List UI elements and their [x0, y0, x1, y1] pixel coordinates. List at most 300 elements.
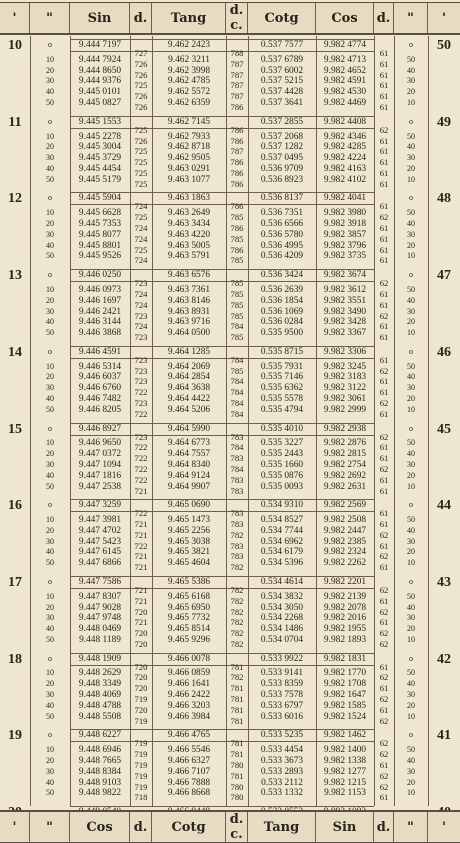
cos-difference: 61 — [379, 617, 389, 628]
tang-difference: 785 — [230, 233, 244, 244]
sin-difference: 723 — [134, 310, 148, 321]
seconds-value: 20 — [46, 219, 54, 228]
right-seconds-value: 20 — [407, 240, 415, 250]
cos-difference: 61 — [379, 519, 389, 529]
footer-dc: d. c. — [226, 812, 248, 842]
cos-value: 9.982 1893 — [323, 634, 367, 645]
cos-value: 9.982 3122 — [323, 383, 367, 394]
cotg-value: 0.537 2068 — [260, 131, 304, 142]
cotg-value: 0.536 4995 — [260, 240, 304, 251]
cos-difference: 62 — [379, 431, 389, 442]
seconds-value: o — [48, 40, 52, 49]
cotg-value: 0.534 5396 — [260, 558, 304, 569]
cos-difference: 61 — [379, 759, 389, 770]
seconds-value: 10 — [46, 438, 54, 448]
cos-difference: 61 — [379, 58, 389, 69]
seconds-value: 50 — [46, 558, 54, 568]
right-seconds-value: 40 — [407, 142, 415, 152]
sin-value: 9.446 7482 — [78, 394, 122, 404]
tang-difference: 787 — [230, 58, 244, 69]
cotg-value: 0.534 0704 — [260, 634, 304, 645]
cotg-value: 0.537 1282 — [260, 142, 304, 153]
seconds-value: 20 — [46, 142, 54, 152]
sin-value: 9.445 3004 — [78, 142, 122, 153]
cos-difference: 62 — [379, 584, 389, 595]
seconds-value: 10 — [46, 515, 54, 524]
cos-value: 9.982 1831 — [323, 653, 367, 664]
sin-difference: 720 — [134, 638, 148, 649]
sin-value: 9.444 9376 — [78, 76, 122, 87]
sin-value: 9.445 0101 — [78, 87, 122, 98]
sin-value: 9.447 6145 — [78, 547, 122, 558]
seconds-value: 50 — [46, 174, 54, 184]
sin-value: 9.446 5314 — [78, 361, 122, 372]
cos-difference: 61 — [379, 661, 389, 672]
cos-value: 9.982 2569 — [323, 500, 367, 511]
tang-value: 9.463 1077 — [167, 174, 211, 185]
footer-cotg: Cotg — [152, 812, 226, 842]
header-rmin: ' — [442, 10, 446, 26]
seconds-value: 50 — [46, 481, 54, 491]
header-rsec: " — [394, 3, 428, 33]
cos-value: 9.982 3245 — [323, 361, 367, 372]
cos-difference: 62 — [379, 781, 389, 792]
right-seconds-value: 30 — [407, 229, 415, 239]
tang-value: 9.462 7145 — [167, 116, 211, 127]
sin-difference: 723 — [134, 278, 148, 289]
tang-difference: 783 — [230, 551, 244, 562]
tang-difference: 786 — [230, 201, 244, 212]
seconds-value: 50 — [46, 328, 54, 338]
cotg-value: 0.536 0284 — [260, 317, 304, 328]
cos-value: 9.982 2508 — [323, 515, 367, 525]
sin-value: 9.446 9650 — [78, 438, 122, 449]
minute-label: 16 — [8, 498, 22, 514]
cos-value: 9.982 4713 — [323, 54, 367, 65]
cos-difference: 61 — [379, 376, 389, 387]
tang-value: 9.466 2422 — [167, 690, 211, 700]
tang-difference: 786 — [230, 124, 244, 135]
sin-difference: 726 — [134, 91, 148, 102]
cotg-value: 0.534 6962 — [260, 536, 304, 547]
sin-difference: 720 — [134, 628, 148, 639]
tang-value: 9.466 3984 — [167, 711, 211, 722]
seconds-value: 40 — [46, 470, 54, 480]
right-minute-label: 50 — [437, 38, 451, 53]
right-seconds-value: 30 — [407, 613, 415, 623]
cos-difference: 61 — [379, 299, 389, 310]
cos-difference: 62 — [379, 463, 389, 474]
right-seconds-value: 10 — [407, 634, 415, 644]
tang-difference: 786 — [230, 223, 244, 233]
sin-value: 9.445 8077 — [78, 229, 122, 240]
sin-difference: 724 — [134, 288, 148, 299]
right-seconds-value: 40 — [407, 295, 415, 305]
right-seconds-value: o — [409, 500, 413, 510]
cos-difference: 61 — [379, 442, 389, 453]
right-seconds-value: 10 — [407, 711, 415, 721]
cotg-value: 0.535 0876 — [260, 470, 304, 481]
seconds-value: 30 — [46, 229, 54, 239]
tang-value: 9.465 5386 — [167, 576, 211, 587]
tang-value: 9.462 4785 — [167, 76, 211, 87]
sin-value: 9.447 0372 — [78, 449, 122, 460]
cos-value: 9.982 1647 — [323, 690, 367, 700]
cos-difference: 61 — [379, 408, 389, 419]
tang-difference: 781 — [230, 661, 244, 672]
tang-value: 9.465 2256 — [167, 525, 211, 536]
cos-value: 9.982 4224 — [323, 153, 367, 164]
sin-value: 9.447 9028 — [78, 602, 122, 613]
seconds-value: 30 — [46, 613, 54, 623]
tang-difference: 782 — [230, 529, 244, 540]
cos-difference: 62 — [379, 310, 389, 321]
cos-value: 9.982 2139 — [323, 591, 367, 602]
tang-value: 9.464 6773 — [167, 438, 211, 449]
cotg-value: 0.535 7146 — [260, 372, 304, 383]
tang-difference: 785 — [230, 299, 244, 310]
tang-value: 9.465 0690 — [167, 500, 211, 511]
cos-difference: 62 — [379, 606, 389, 617]
sin-value: 9.447 1816 — [78, 470, 122, 481]
cos-difference: 61 — [379, 792, 389, 803]
cos-value: 9.982 4774 — [323, 40, 367, 50]
cos-difference: 61 — [379, 453, 389, 464]
right-seconds-value: 30 — [407, 690, 415, 699]
sin-difference: 720 — [134, 606, 148, 617]
tang-difference: 785 — [230, 212, 244, 223]
sin-value: 9.448 5508 — [78, 711, 122, 722]
sin-value: 9.445 9526 — [78, 251, 122, 262]
cotg-value: 0.533 9141 — [260, 668, 304, 679]
cos-value: 9.982 3796 — [323, 240, 367, 251]
cotg-value: 0.535 3227 — [260, 438, 304, 449]
sin-difference: 724 — [134, 201, 148, 212]
cotg-value: 0.534 4614 — [260, 576, 304, 587]
sin-difference: 719 — [134, 715, 148, 726]
sin-difference: 725 — [134, 178, 148, 189]
sin-difference: 722 — [134, 387, 148, 398]
cos-value: 9.982 1955 — [323, 624, 367, 635]
tang-difference: 783 — [230, 453, 244, 464]
right-seconds-value: 10 — [407, 174, 415, 184]
cos-value: 9.982 3918 — [323, 219, 367, 229]
row-rule — [70, 729, 374, 730]
tang-difference: 786 — [230, 102, 244, 112]
sin-difference: 719 — [134, 738, 148, 749]
right-minute-label: 42 — [437, 651, 451, 667]
right-seconds-value: 10 — [407, 558, 415, 568]
tang-difference: 785 — [230, 365, 244, 376]
sin-value: 9.448 7665 — [78, 755, 122, 766]
cos-difference: 61 — [379, 485, 389, 496]
cotg-value: 0.536 8137 — [260, 193, 304, 204]
tang-value: 9.465 6950 — [167, 602, 211, 613]
tang-difference: 783 — [230, 519, 244, 529]
seconds-value: 20 — [46, 679, 54, 689]
right-seconds-value: o — [409, 730, 413, 740]
cotg-value: 0.534 2268 — [260, 613, 304, 624]
cotg-value: 0.535 5578 — [260, 394, 304, 404]
sin-value: 9.448 1189 — [79, 634, 121, 645]
right-seconds-value: 40 — [407, 449, 415, 459]
sin-difference: 722 — [134, 453, 148, 464]
seconds-value: 40 — [46, 700, 54, 710]
cos-difference: 62 — [379, 212, 389, 223]
sin-value: 9.448 9822 — [78, 788, 122, 799]
cos-difference: 61 — [379, 474, 389, 485]
minute-label: 17 — [8, 574, 22, 590]
seconds-value: 50 — [46, 634, 54, 644]
tang-difference: 788 — [230, 48, 244, 58]
right-seconds-value: o — [409, 116, 413, 126]
footer-sec: " — [30, 812, 70, 842]
tang-value: 9.462 8718 — [167, 142, 211, 153]
right-seconds-value: o — [409, 653, 413, 663]
row-rule — [70, 423, 374, 424]
tang-difference: 787 — [230, 91, 244, 102]
seconds-value: 50 — [46, 251, 54, 261]
cos-value: 9.982 3857 — [323, 229, 367, 240]
cos-value: 9.982 4530 — [323, 87, 367, 98]
seconds-value: o — [48, 116, 52, 126]
right-seconds-value: 30 — [407, 383, 415, 393]
seconds-value: 40 — [46, 547, 54, 557]
header-d: d. — [130, 3, 152, 33]
header-dc: d. c. — [226, 3, 248, 33]
sin-difference: 726 — [134, 102, 148, 112]
tang-difference: 783 — [230, 485, 244, 496]
sin-value: 9.448 4069 — [78, 690, 122, 700]
row-rule — [70, 576, 374, 577]
seconds-value: 20 — [46, 65, 54, 75]
row-rule — [70, 358, 374, 359]
sin-value: 9.447 9748 — [78, 613, 122, 624]
sin-difference: 722 — [134, 540, 148, 551]
sin-value: 9.446 0250 — [78, 270, 122, 281]
sin-value: 9.447 8307 — [78, 591, 122, 602]
cotg-value: 0.533 2893 — [260, 766, 304, 777]
sin-difference: 719 — [134, 694, 148, 704]
row-rule — [70, 588, 374, 589]
tang-difference: 787 — [230, 80, 244, 91]
tang-value: 9.464 7557 — [167, 449, 211, 460]
sin-difference: 719 — [134, 759, 148, 770]
minute-label: 11 — [8, 114, 22, 130]
seconds-value: 20 — [46, 755, 54, 765]
cos-difference: 61 — [379, 244, 389, 255]
cos-difference: 61 — [379, 288, 389, 299]
seconds-value: 20 — [46, 372, 54, 382]
sin-difference: 721 — [134, 595, 148, 606]
seconds-value: o — [48, 500, 52, 510]
tang-value: 9.463 9716 — [167, 317, 211, 328]
right-seconds-value: 50 — [407, 591, 415, 601]
cotg-value: 0.535 9500 — [260, 328, 304, 339]
seconds-value: 30 — [46, 76, 54, 86]
tang-value: 9.463 3434 — [167, 219, 211, 229]
right-seconds-value: o — [409, 423, 413, 433]
tang-value: 9.463 7361 — [167, 284, 211, 295]
row-rule — [70, 51, 374, 52]
minute-label: 18 — [8, 651, 22, 667]
tang-difference: 785 — [230, 255, 244, 266]
right-seconds-value: 50 — [407, 208, 415, 218]
right-seconds-value: 30 — [407, 766, 415, 776]
cos-difference: 61 — [379, 321, 389, 332]
cotg-value: 0.534 7744 — [260, 525, 304, 536]
cos-value: 9.982 3735 — [323, 251, 367, 262]
row-rule — [70, 653, 374, 654]
sin-value: 9.445 5179 — [78, 174, 122, 185]
right-seconds-value: 20 — [407, 777, 415, 787]
tang-value: 9.462 5572 — [167, 87, 211, 98]
tang-value: 9.463 4220 — [167, 229, 211, 240]
right-seconds-value: 50 — [407, 131, 415, 141]
cos-difference: 61 — [379, 233, 389, 244]
right-seconds-value: 40 — [407, 525, 415, 535]
minute-label: 14 — [8, 344, 22, 360]
sin-difference: 720 — [134, 683, 148, 694]
minute-label: 19 — [8, 728, 22, 744]
seconds-value: 20 — [46, 449, 54, 459]
cotg-value: 0.537 0495 — [260, 153, 304, 164]
right-seconds-value: o — [409, 40, 413, 49]
cotg-value: 0.536 4209 — [260, 251, 304, 262]
cos-difference: 62 — [379, 398, 389, 408]
tang-value: 9.466 0078 — [167, 653, 211, 664]
sin-difference: 719 — [134, 781, 148, 792]
tang-difference: 787 — [230, 69, 244, 80]
sin-value: 9.448 0469 — [78, 624, 122, 635]
seconds-value: 20 — [46, 525, 54, 535]
seconds-value: 20 — [46, 295, 54, 305]
minute-label: 12 — [8, 191, 22, 207]
tang-difference: 786 — [230, 157, 244, 168]
right-seconds-value: 10 — [407, 481, 415, 491]
cos-value: 9.982 2754 — [323, 459, 367, 470]
sin-value: 9.446 4591 — [78, 346, 122, 357]
tang-difference: 784 — [230, 387, 244, 398]
seconds-value: o — [48, 423, 52, 433]
row-rule — [70, 128, 374, 129]
tang-value: 9.464 4422 — [167, 394, 211, 404]
cotg-value: 0.535 8715 — [260, 346, 304, 357]
row-rule — [70, 204, 374, 205]
cotg-value: 0.537 2855 — [260, 116, 304, 127]
tang-value: 9.464 9124 — [167, 470, 211, 481]
cos-value: 9.982 2631 — [323, 481, 367, 492]
cotg-value: 0.533 6016 — [260, 711, 304, 722]
sin-difference: 719 — [134, 770, 148, 781]
sin-difference: 725 — [134, 167, 148, 178]
cos-value: 9.982 1708 — [323, 679, 367, 690]
right-seconds-value: 50 — [407, 361, 415, 371]
cotg-value: 0.536 2639 — [260, 284, 304, 295]
cos-value: 9.982 1770 — [323, 668, 367, 679]
cos-difference: 61 — [379, 683, 389, 694]
tang-value: 9.466 3203 — [167, 700, 211, 711]
sin-difference: 724 — [134, 321, 148, 332]
cotg-value: 0.537 4428 — [260, 87, 304, 98]
sin-difference: 725 — [134, 244, 148, 255]
header-d2: d. — [374, 3, 394, 33]
cos-difference: 61 — [379, 48, 389, 58]
cos-value: 9.982 3490 — [323, 306, 367, 317]
right-minute-label: 43 — [437, 574, 451, 590]
seconds-value: 20 — [46, 602, 54, 612]
sin-difference: 723 — [134, 431, 148, 442]
cos-value: 9.982 2815 — [323, 449, 367, 460]
cotg-value: 0.534 3832 — [260, 591, 304, 602]
sin-value: 9.446 6037 — [78, 372, 122, 383]
sin-value: 9.445 2278 — [78, 131, 122, 142]
tang-difference: 785 — [230, 288, 244, 299]
sin-value: 9.444 7924 — [78, 54, 122, 65]
tang-value: 9.462 2423 — [167, 40, 211, 50]
cos-value: 9.982 3428 — [323, 317, 367, 328]
cotg-value: 0.535 7931 — [260, 361, 304, 372]
minute-label: 10 — [8, 38, 22, 53]
tang-value: 9.463 8146 — [167, 295, 211, 306]
cos-difference: 62 — [379, 551, 389, 562]
sin-difference: 725 — [134, 157, 148, 168]
header-sin: Sin — [70, 3, 130, 33]
cos-value: 9.982 1277 — [323, 766, 367, 777]
cos-difference: 61 — [379, 595, 389, 606]
right-seconds-value: 30 — [407, 306, 415, 316]
sin-value: 9.446 8927 — [78, 423, 122, 434]
cos-value: 9.982 2016 — [323, 613, 367, 624]
sin-value: 9.448 8384 — [78, 766, 122, 777]
right-seconds-value: 50 — [407, 54, 415, 64]
cos-value: 9.982 1153 — [324, 788, 366, 799]
tang-difference: 781 — [230, 770, 244, 781]
seconds-value: o — [48, 730, 52, 740]
seconds-value: 40 — [46, 87, 54, 97]
tang-value: 9.466 6327 — [167, 755, 211, 766]
sin-difference: 725 — [134, 146, 148, 157]
tang-value: 9.466 7107 — [167, 766, 211, 777]
tang-difference: 782 — [230, 595, 244, 606]
cos-value: 9.982 2201 — [323, 576, 367, 587]
cos-difference: 61 — [379, 69, 389, 80]
minute-label: 13 — [8, 268, 22, 284]
tang-value: 9.463 6576 — [167, 270, 211, 281]
tang-value: 9.466 8668 — [167, 788, 211, 799]
sin-value: 9.446 6760 — [78, 383, 122, 394]
tang-difference: 784 — [230, 354, 244, 365]
cotg-value: 0.534 6179 — [260, 547, 304, 558]
sin-difference: 722 — [134, 442, 148, 453]
cos-value: 9.982 3612 — [323, 284, 367, 295]
sin-value: 9.448 4788 — [78, 700, 122, 711]
tang-value: 9.463 5791 — [167, 251, 211, 262]
cos-value: 9.982 2999 — [323, 404, 367, 415]
sin-difference: 720 — [134, 672, 148, 683]
sin-difference: 722 — [134, 463, 148, 474]
sin-difference: 724 — [134, 233, 148, 244]
cos-value: 9.982 2385 — [323, 536, 367, 547]
cos-value: 9.982 3551 — [323, 295, 367, 306]
cos-difference: 61 — [379, 387, 389, 398]
cos-difference: 62 — [379, 694, 389, 704]
cos-value: 9.982 3674 — [323, 270, 367, 281]
right-seconds-value: 40 — [407, 602, 415, 612]
sin-value: 9.446 2421 — [78, 306, 122, 317]
sin-difference: 723 — [134, 365, 148, 376]
cotg-value: 0.537 3641 — [260, 98, 304, 108]
